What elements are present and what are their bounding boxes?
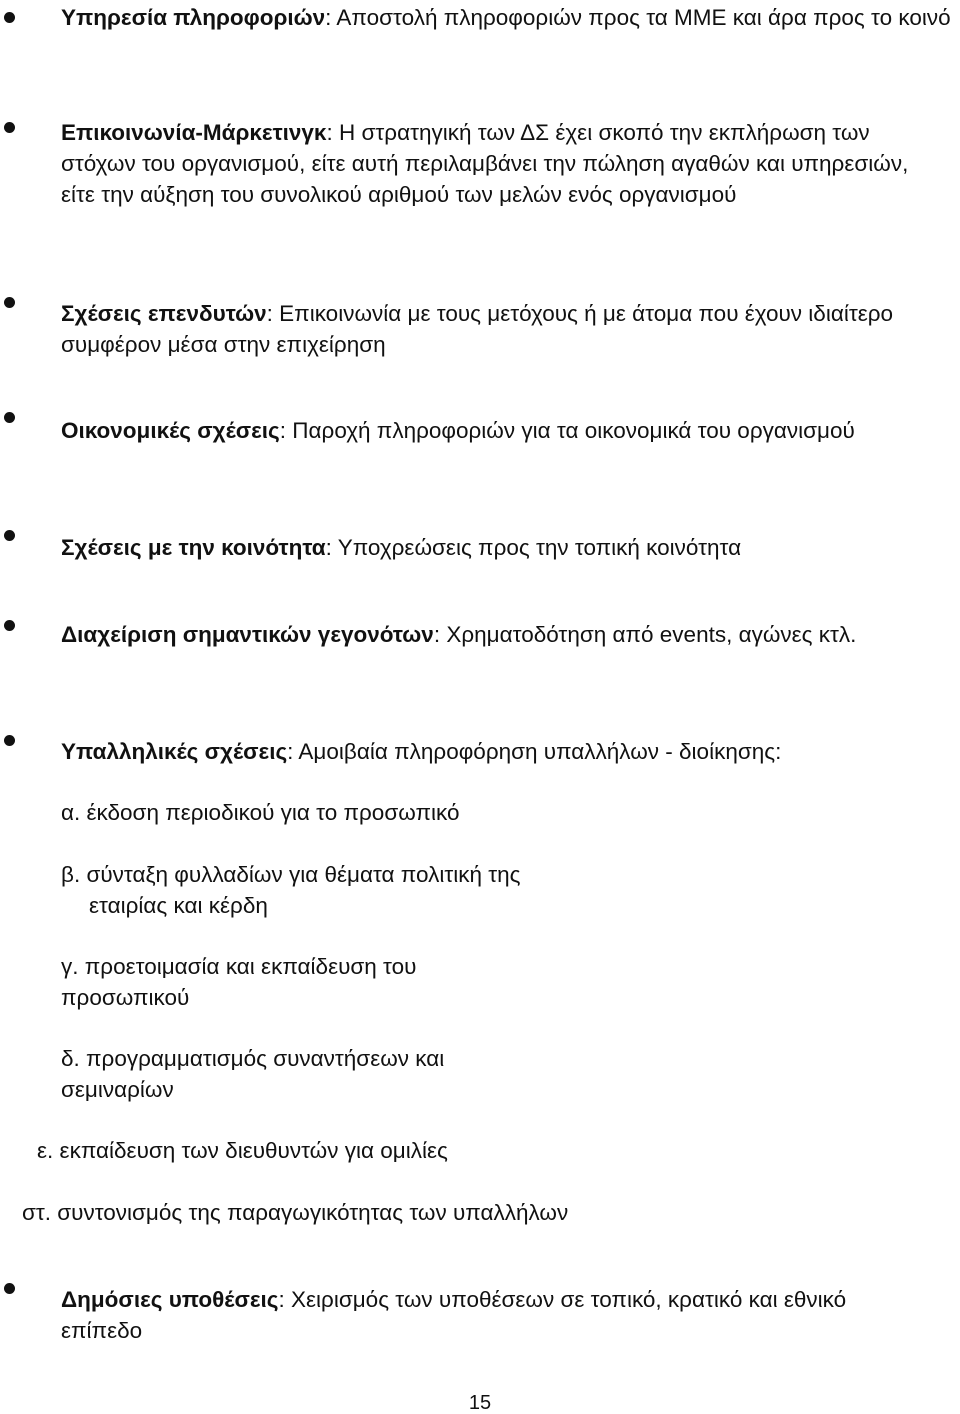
bullet-icon [4,620,15,631]
list-item [61,415,881,446]
item-text: Η στρατηγική των ΔΣ έχει σκοπό την εκπλήρωση των στόχων του οργανισμού, είτε αυτή περιλαμβάνει την πώληση αγαθών και υπηρεσιών, είτε την αύξηση του συνολικού αριθμού των μελών ενός οργανισμού [61,120,909,207]
item-separator: : [433,622,447,647]
item-term: Οικονομικές σχέσεις [61,418,280,443]
list-item [61,736,951,767]
bullet-icon [4,1283,15,1294]
bullet-icon [4,412,15,423]
item-term: Διαχείριση σημαντικών γεγονότων [61,622,434,647]
bullet-icon [4,12,15,23]
sub-item-line: στ. συντονισμός της παραγωγικότητας των υπαλλήλων [22,1200,569,1225]
item-text: Χειρισμός των υποθέσεων σε τοπικό, κρατικό και εθνικό επίπεδο [61,1287,847,1343]
item-separator: : [287,739,299,764]
sub-item [61,797,459,828]
item-term: Επικοινωνία-Μάρκετινγκ [61,120,327,145]
sub-item [61,1043,444,1105]
list-item [61,2,951,33]
sub-item-line: α. έκδοση περιοδικού για το προσωπικό [61,800,460,825]
sub-item-line: δ. προγραμματισμός συναντήσεων και [61,1046,445,1071]
sub-item-line: ε. εκπαίδευση των διευθυντών για ομιλίες [37,1138,448,1163]
item-term: Δημόσιες υποθέσεις [61,1287,279,1312]
item-separator: : [279,418,293,443]
list-item [61,532,951,563]
item-text: Αποστολή πληροφοριών προς τα ΜΜΕ και άρα προς το κοινό [336,5,951,30]
sub-item-line: προσωπικού [61,985,190,1010]
item-term: Υπηρεσία πληροφοριών [61,5,326,30]
item-separator: : [266,301,280,326]
item-text: Παροχή πληροφοριών για τα οικονομικά του οργανισμού [292,418,855,443]
list-item [61,117,946,210]
item-separator: : [325,5,337,30]
item-separator: : [325,535,338,560]
bullet-icon [4,122,15,133]
bullet-icon [4,297,15,308]
list-item [61,1284,931,1346]
bullet-icon [4,735,15,746]
sub-item [61,951,416,1013]
sub-item-line: εταιρίας και κέρδη [89,893,268,918]
item-text: Αμοιβαία πληροφόρηση υπαλλήλων - διοίκησης: [298,739,782,764]
page-number: 15 [468,1392,492,1414]
sub-item-line: σεμιναρίων [61,1077,174,1102]
sub-item-line: γ. προετοιμασία και εκπαίδευση του [61,954,417,979]
item-term: Σχέσεις με την κοινότητα [61,535,326,560]
list-item [61,619,951,650]
item-term: Σχέσεις επενδυτών [61,301,267,326]
list-item [61,298,951,360]
item-text: Επικοινωνία με τους μετόχους ή με άτομα που έχουν ιδιαίτερο συμφέρον μέσα στην επιχείρηση [61,301,894,357]
item-text: Χρηματοδότηση από events, αγώνες κτλ. [446,622,857,647]
sub-item [37,1135,448,1166]
item-term: Υπαλληλικές σχέσεις [61,739,288,764]
sub-item-line: β. σύνταξη φυλλαδίων για θέματα πολιτική της [61,862,521,887]
sub-item [22,1197,568,1228]
item-separator: : [326,120,339,145]
item-text: Υποχρεώσεις προς την τοπική κοινότητα [337,535,742,560]
bullet-icon [4,530,15,541]
item-separator: : [278,1287,291,1312]
sub-item [61,859,521,921]
